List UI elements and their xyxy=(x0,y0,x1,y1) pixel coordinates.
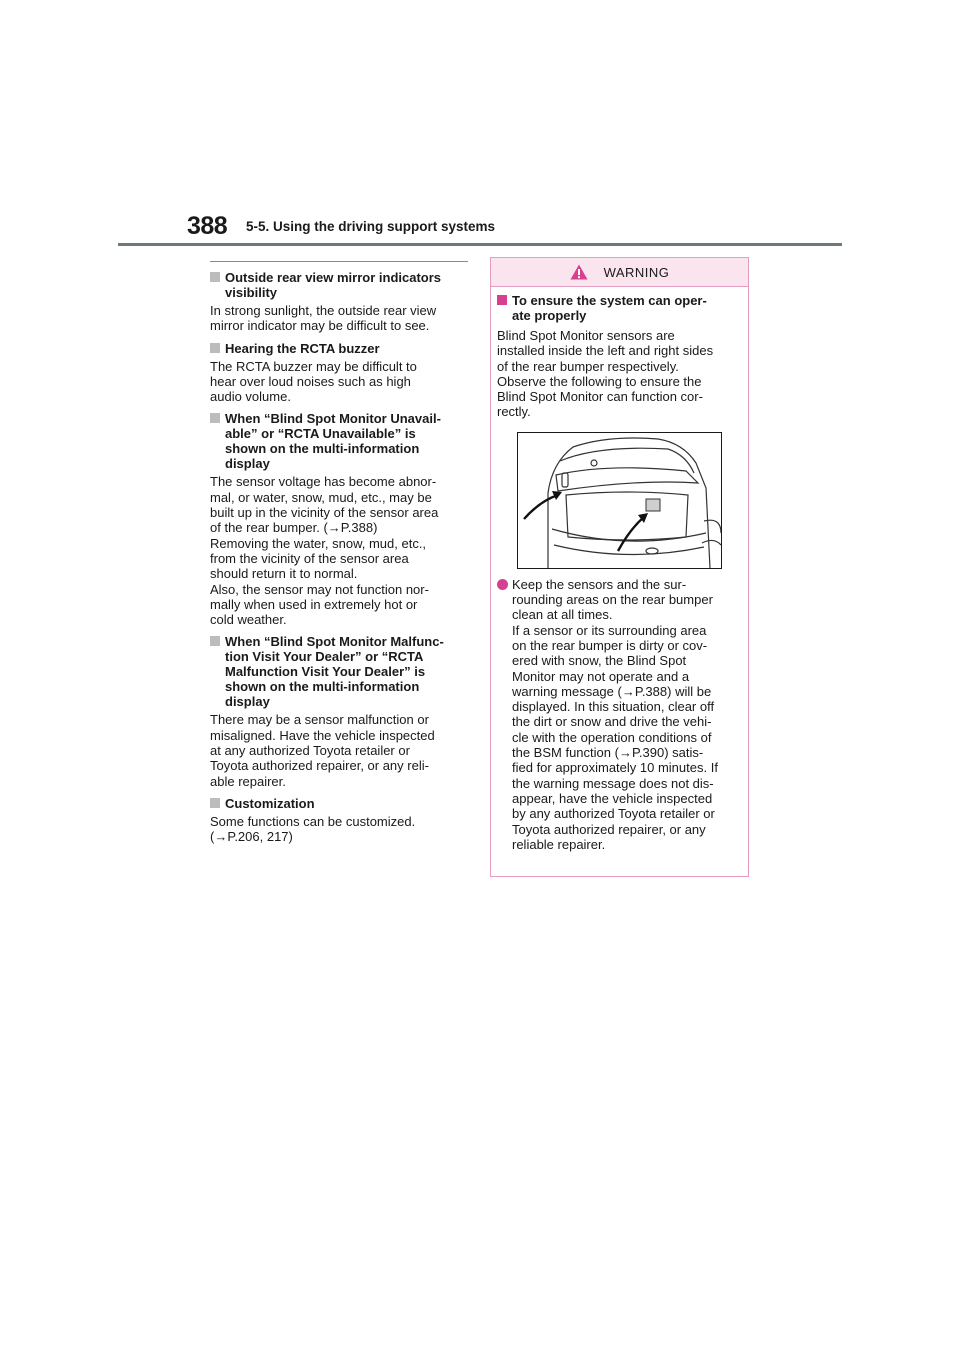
page-number: 388 xyxy=(187,212,228,240)
item-body: There may be a sensor malfunction or misaligned. Have the vehicle inspected at any authorized Toyota retailer or Toyota authorized repairer, or any reli- able repairer. xyxy=(210,712,435,789)
item-body: In strong sunlight, the outside rear view mirror indicator may be difficult to see. xyxy=(210,303,437,334)
item-heading-text: Hearing the RCTA buzzer xyxy=(225,340,380,356)
left-column xyxy=(210,261,468,852)
item-heading xyxy=(210,634,468,709)
item-heading-text: When “Blind Spot Monitor Malfunc- tion Visit Your Dealer” or “RCTA Malfunction Visit Your Dealer” is shown on the multi-information display xyxy=(225,634,444,710)
rear-bumper-sensor-illustration xyxy=(517,432,722,569)
item-heading-text: When “Blind Spot Monitor Unavail- able” or “RCTA Unavailable” is shown on the multi-information display xyxy=(225,411,441,472)
item-body: The RCTA buzzer may be difficult to hear over loud noises such as high audio volume. xyxy=(210,358,417,405)
square-bullet-icon xyxy=(210,636,220,646)
warning-header xyxy=(491,258,748,287)
square-bullet-icon xyxy=(210,343,220,353)
item-body: Some functions can be customized. (→P.206, 217) xyxy=(210,813,416,845)
warning-intro: Blind Spot Monitor sensors are installed inside the left and right sides of the rear bumper respectively. Observe the following to ensure the Blind Spot Monitor can function cor- rectly. xyxy=(497,328,714,420)
item-heading xyxy=(210,270,468,300)
warning-title: WARNING xyxy=(603,264,670,280)
circle-bullet-icon xyxy=(497,579,508,590)
item-body: The sensor voltage has become abnor- mal, or water, snow, mud, etc., may be built up in the vicinity of the sensor area of the rear bumper. (→P.388) Removing the water, snow, mud, etc., from the vicinity of the sensor area should return it to normal. Also, the sensor may not function nor- mally when used in extremely hot or cold weather. xyxy=(210,474,439,628)
warning-triangle-icon xyxy=(570,264,588,280)
warning-bullet-text: Keep the sensors and the sur- rounding areas on the rear bumper clean at all times. If a sensor or its surrounding area on the rear bumper is dirty or cov- ered with snow, the Blind Spot Monitor may not operate and a warning message (→P.388) will be displayed. In this situation, clear off the dirt or snow and drive the vehi- cle with the operation conditions of the BSM function (→P.390) satis- fied for approximately 10 minutes. If the warning message does not dis- appear, have the vehicle inspected by any authorized Toyota retailer or Toyota authorized repairer, or any reliable repairer. xyxy=(512,576,718,852)
square-bullet-icon xyxy=(210,413,220,423)
info-item xyxy=(210,341,468,405)
item-heading-text: Outside rear view mirror indicators visibility xyxy=(225,270,442,300)
info-item xyxy=(210,634,468,788)
info-item xyxy=(210,270,468,334)
item-heading xyxy=(210,796,468,811)
warning-bullet xyxy=(497,577,742,852)
square-bullet-icon xyxy=(210,272,220,282)
info-item xyxy=(210,796,468,845)
square-bullet-icon xyxy=(497,295,507,305)
item-heading xyxy=(210,411,468,471)
info-item xyxy=(210,411,468,627)
square-bullet-icon xyxy=(210,798,220,808)
warning-box xyxy=(490,257,749,877)
warning-content xyxy=(491,287,748,852)
section-title: 5-5. Using the driving support systems xyxy=(246,219,496,234)
vehicle-rear-icon xyxy=(518,433,721,568)
item-heading-text: Customization xyxy=(225,795,315,811)
item-heading xyxy=(210,341,468,356)
warning-subheading xyxy=(497,293,742,323)
header-rule xyxy=(118,243,842,246)
warning-subheading-text: To ensure the system can oper- ate properly xyxy=(512,293,707,323)
